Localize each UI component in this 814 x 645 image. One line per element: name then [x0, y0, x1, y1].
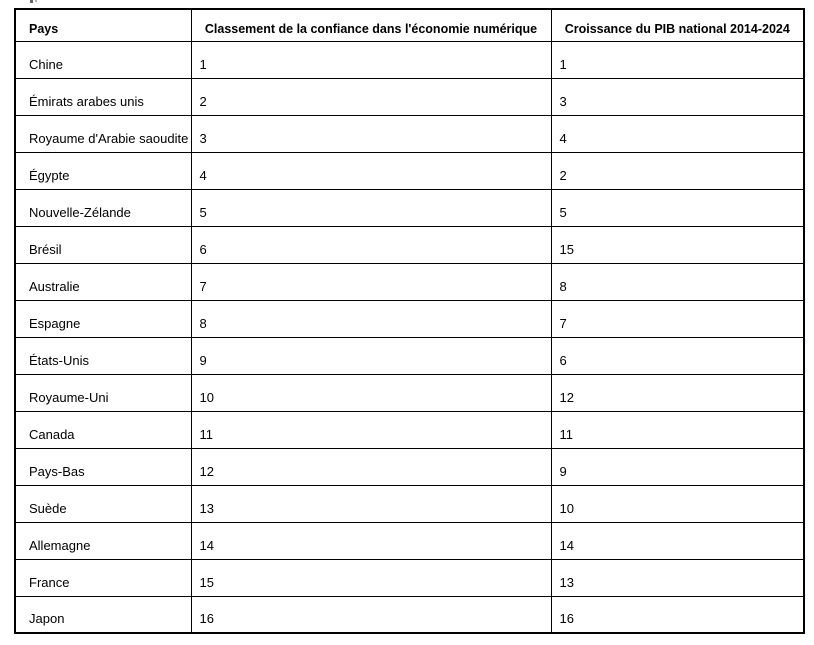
trust-rank-cell: 7 — [191, 263, 551, 300]
trust-rank-cell: 4 — [191, 152, 551, 189]
gdp-growth-cell: 15 — [551, 226, 804, 263]
country-cell: Japon — [15, 596, 191, 633]
country-cell: États-Unis — [15, 337, 191, 374]
table-row — [15, 300, 804, 337]
table-row — [15, 485, 804, 522]
gdp-growth-cell: 4 — [551, 115, 804, 152]
table-row — [15, 337, 804, 374]
table-row — [15, 78, 804, 115]
trust-rank-cell: 1 — [191, 41, 551, 78]
gdp-growth-cell: 10 — [551, 485, 804, 522]
gdp-growth-cell: 11 — [551, 411, 804, 448]
trust-rank-cell: 6 — [191, 226, 551, 263]
country-cell: Émirats arabes unis — [15, 78, 191, 115]
gdp-growth-cell: 3 — [551, 78, 804, 115]
trust-rank-cell: 9 — [191, 337, 551, 374]
ranking-table — [14, 8, 805, 634]
gdp-growth-cell: 5 — [551, 189, 804, 226]
gdp-growth-cell: 16 — [551, 596, 804, 633]
table-header — [15, 9, 804, 41]
table-body — [15, 41, 804, 633]
trust-rank-cell: 5 — [191, 189, 551, 226]
country-cell: Canada — [15, 411, 191, 448]
table-row — [15, 41, 804, 78]
table-row — [15, 448, 804, 485]
country-cell: Pays-Bas — [15, 448, 191, 485]
cropped-text-artifact — [30, 0, 38, 3]
country-cell: Royaume d'Arabie saoudite — [15, 115, 191, 152]
gdp-growth-cell: 2 — [551, 152, 804, 189]
table-row — [15, 263, 804, 300]
column-header-gdp-growth: Croissance du PIB national 2014-2024 — [551, 9, 804, 41]
table-row — [15, 596, 804, 633]
country-cell: Chine — [15, 41, 191, 78]
gdp-growth-cell: 13 — [551, 559, 804, 596]
trust-rank-cell: 2 — [191, 78, 551, 115]
trust-rank-cell: 14 — [191, 522, 551, 559]
country-cell: Suède — [15, 485, 191, 522]
gdp-growth-cell: 6 — [551, 337, 804, 374]
country-cell: Allemagne — [15, 522, 191, 559]
country-cell: Royaume-Uni — [15, 374, 191, 411]
country-cell: Brésil — [15, 226, 191, 263]
trust-rank-cell: 13 — [191, 485, 551, 522]
trust-rank-cell: 11 — [191, 411, 551, 448]
trust-rank-cell: 8 — [191, 300, 551, 337]
table-row — [15, 189, 804, 226]
gdp-growth-cell: 1 — [551, 41, 804, 78]
trust-rank-cell: 3 — [191, 115, 551, 152]
country-cell: Égypte — [15, 152, 191, 189]
gdp-growth-cell: 9 — [551, 448, 804, 485]
table-row — [15, 226, 804, 263]
trust-rank-cell: 15 — [191, 559, 551, 596]
country-cell: Australie — [15, 263, 191, 300]
table-row — [15, 411, 804, 448]
table-row — [15, 559, 804, 596]
gdp-growth-cell: 14 — [551, 522, 804, 559]
country-cell: France — [15, 559, 191, 596]
trust-rank-cell: 12 — [191, 448, 551, 485]
gdp-growth-cell: 12 — [551, 374, 804, 411]
gdp-growth-cell: 7 — [551, 300, 804, 337]
country-cell: Nouvelle-Zélande — [15, 189, 191, 226]
table-row — [15, 152, 804, 189]
gdp-growth-cell: 8 — [551, 263, 804, 300]
column-header-trust-ranking: Classement de la confiance dans l'économie numérique — [191, 9, 551, 41]
table-row — [15, 374, 804, 411]
table-row — [15, 522, 804, 559]
trust-rank-cell: 16 — [191, 596, 551, 633]
header-row — [15, 9, 804, 41]
trust-rank-cell: 10 — [191, 374, 551, 411]
column-header-pays: Pays — [15, 9, 191, 41]
country-cell: Espagne — [15, 300, 191, 337]
table-row — [15, 115, 804, 152]
